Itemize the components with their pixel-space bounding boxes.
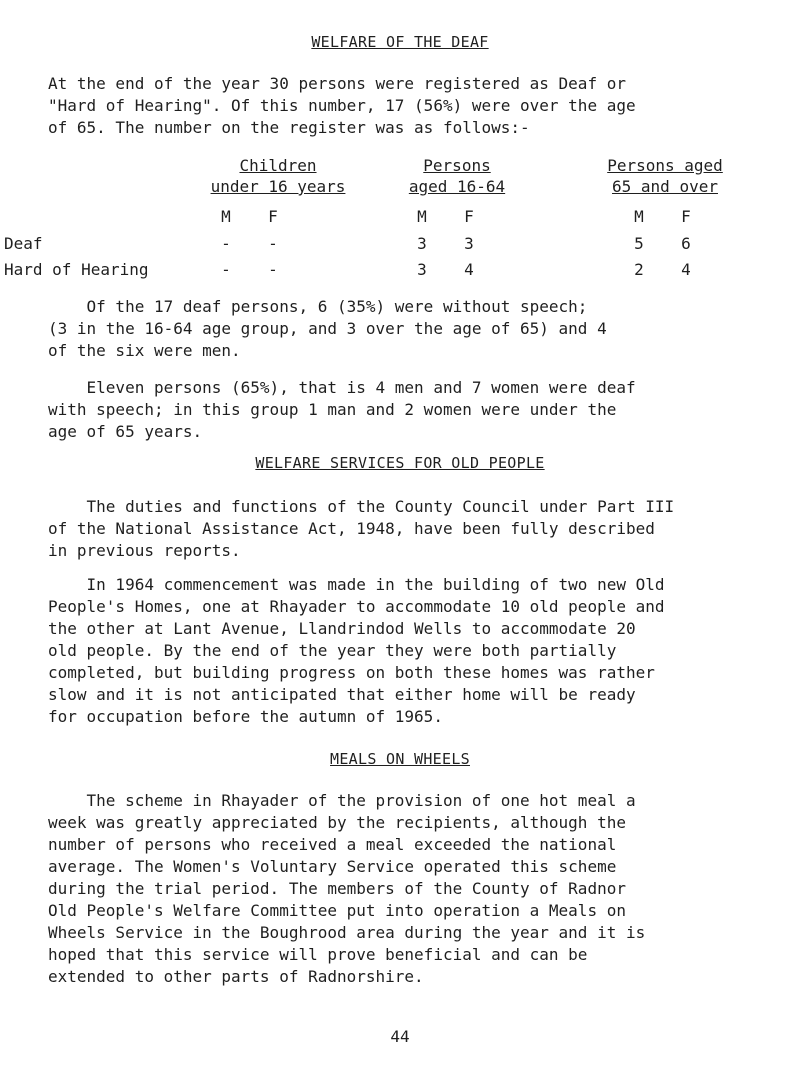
text-line: People's Homes, one at Rhayader to accommodate 10 old people and bbox=[48, 597, 665, 616]
sex-label-f: F bbox=[464, 207, 474, 226]
text-line: Eleven persons (65%), that is 4 men and 7 women were deaf bbox=[48, 378, 636, 397]
text-line: of 65. The number on the register was as follows:- bbox=[48, 118, 530, 137]
text-line: of the National Assistance Act, 1948, have been fully described bbox=[48, 519, 655, 538]
text-line: during the trial period. The members of the County of Radnor bbox=[48, 879, 626, 898]
sex-label-m: M bbox=[634, 207, 644, 226]
section-title-welfare-of-the-deaf: WELFARE OF THE DEAF bbox=[311, 33, 489, 51]
text-line: Wheels Service in the Boughrood area during the year and it is bbox=[48, 923, 646, 942]
column-header-children-line2: under 16 years bbox=[210, 177, 346, 196]
table-cell: 3 bbox=[417, 234, 427, 253]
text-line: number of persons who received a meal exceeded the national bbox=[48, 835, 617, 854]
text-line: in previous reports. bbox=[48, 541, 241, 560]
text-line: extended to other parts of Radnorshire. bbox=[48, 967, 424, 986]
table-cell: 4 bbox=[464, 260, 474, 279]
table-cell: - bbox=[268, 234, 278, 253]
text-line: with speech; in this group 1 man and 2 women were under the bbox=[48, 400, 617, 419]
paragraph-new-homes bbox=[48, 574, 768, 728]
paragraph-without-speech bbox=[48, 296, 768, 362]
column-header-persons-16-64-line2: aged 16-64 bbox=[408, 177, 506, 196]
sex-label-f: F bbox=[681, 207, 691, 226]
text-line: for occupation before the autumn of 1965. bbox=[48, 707, 443, 726]
row-label-hard-of-hearing: Hard of Hearing bbox=[4, 260, 149, 279]
text-line: week was greatly appreciated by the recipients, although the bbox=[48, 813, 626, 832]
intro-paragraph bbox=[48, 73, 768, 139]
sex-label-f: F bbox=[268, 207, 278, 226]
paragraph-with-speech bbox=[48, 377, 768, 443]
text-line: Of the 17 deaf persons, 6 (35%) were without speech; bbox=[48, 297, 588, 316]
column-header-children-line1: Children bbox=[239, 156, 317, 175]
section-title-meals-on-wheels: MEALS ON WHEELS bbox=[330, 750, 470, 768]
column-header-65-over-line1: Persons aged bbox=[607, 156, 723, 175]
table-cell: - bbox=[221, 234, 231, 253]
text-line: The duties and functions of the County Council under Part III bbox=[48, 497, 675, 516]
text-line: of the six were men. bbox=[48, 341, 241, 360]
text-line: (3 in the 16-64 age group, and 3 over the age of 65) and 4 bbox=[48, 319, 607, 338]
table-cell: 3 bbox=[417, 260, 427, 279]
table-cell: - bbox=[268, 260, 278, 279]
column-header-65-over-line2: 65 and over bbox=[612, 177, 718, 196]
section-title-old-people: WELFARE SERVICES FOR OLD PEOPLE bbox=[255, 454, 545, 472]
table-cell: 3 bbox=[464, 234, 474, 253]
text-line: "Hard of Hearing". Of this number, 17 (56%) were over the age bbox=[48, 96, 636, 115]
table-cell: 5 bbox=[634, 234, 644, 253]
text-line: The scheme in Rhayader of the provision of one hot meal a bbox=[48, 791, 636, 810]
table-cell: 2 bbox=[634, 260, 644, 279]
paragraph-meals-scheme bbox=[48, 790, 768, 988]
page-number: 44 bbox=[390, 1027, 410, 1046]
text-line: Old People's Welfare Committee put into operation a Meals on bbox=[48, 901, 626, 920]
text-line: the other at Lant Avenue, Llandrindod Wells to accommodate 20 bbox=[48, 619, 636, 638]
text-line: age of 65 years. bbox=[48, 422, 203, 441]
text-line: completed, but building progress on both these homes was rather bbox=[48, 663, 655, 682]
table-cell: 6 bbox=[681, 234, 691, 253]
sex-label-m: M bbox=[221, 207, 231, 226]
text-line: At the end of the year 30 persons were registered as Deaf or bbox=[48, 74, 626, 93]
column-header-persons-16-64-line1: Persons bbox=[423, 156, 491, 175]
text-line: In 1964 commencement was made in the building of two new Old bbox=[48, 575, 665, 594]
sex-label-m: M bbox=[417, 207, 427, 226]
paragraph-duties bbox=[48, 496, 768, 562]
text-line: slow and it is not anticipated that either home will be ready bbox=[48, 685, 636, 704]
text-line: old people. By the end of the year they were both partially bbox=[48, 641, 617, 660]
table-cell: - bbox=[221, 260, 231, 279]
row-label-deaf: Deaf bbox=[4, 234, 43, 253]
text-line: hoped that this service will prove beneficial and can be bbox=[48, 945, 588, 964]
text-line: average. The Women's Voluntary Service operated this scheme bbox=[48, 857, 617, 876]
table-cell: 4 bbox=[681, 260, 691, 279]
